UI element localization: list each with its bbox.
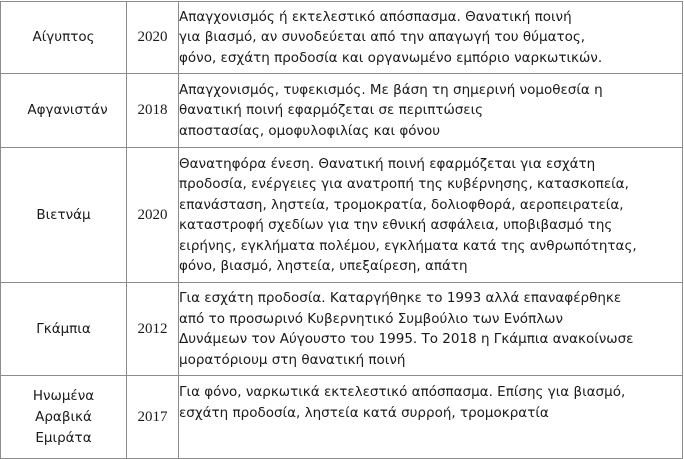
description-line: μορατόριουμ στη θανατική ποινή xyxy=(179,351,406,368)
description-line: καταστροφή σχεδίων για την εθνική ασφάλεια, υποβιβασμό της xyxy=(179,217,613,233)
country-cell xyxy=(1,283,127,376)
country-name: Αίγυπτος xyxy=(32,29,95,45)
description-line: προδοσία, ενέργειες για ανατροπή της κυβέρνησης, κατασκοπεία, xyxy=(179,176,629,192)
country-name: Αφγανιστάν xyxy=(27,102,108,118)
description-line: φόνο, βιασμό, ληστεία, υπεξαίρεση, απάτη xyxy=(179,258,468,274)
country-name-line: Ηνωμένα xyxy=(32,387,95,404)
year-value: 2017 xyxy=(137,408,168,425)
description-line: αποστασίας, ομοφυλοφιλίας και φόνου xyxy=(179,122,441,139)
year-cell xyxy=(127,74,179,148)
description-line: από το προσωρινό Κυβερνητικό Συμβούλιο των Ενόπλων xyxy=(179,310,564,327)
year-value: 2018 xyxy=(137,102,168,118)
description-line: ειρήνης, εγκλήματα πολέμου, εγκλήματα κατά της ανθρωπότητας, xyxy=(179,237,637,254)
country-cell xyxy=(1,376,127,459)
description-cell xyxy=(179,376,683,459)
description-line: θανατική ποινή εφαρμόζεται σε περιπτώσεις xyxy=(179,102,484,119)
description-cell xyxy=(179,74,683,148)
country-cell xyxy=(1,2,127,74)
description-line: Θανατηφόρα ένεση. Θανατική ποινή εφαρμόζεται για εσχάτη xyxy=(179,155,596,172)
table-row xyxy=(1,2,683,74)
table-row xyxy=(1,376,683,459)
description-line: Για εσχάτη προδοσία. Καταργήθηκε το 1993 αλλά επαναφέρθηκε xyxy=(179,290,622,306)
year-cell xyxy=(127,148,179,283)
year-value: 2020 xyxy=(137,206,168,223)
country-cell xyxy=(1,148,127,283)
description-line: Απαγχονισμός ή εκτελεστικό απόσπασμα. Θανατική ποινή xyxy=(179,8,572,25)
country-cell xyxy=(1,74,127,148)
table-row xyxy=(1,148,683,283)
country-name-line: Εμιράτα xyxy=(35,429,92,446)
description-line: επανάσταση, ληστεία, τρομοκρατία, δολιοφθορά, αεροπειρατεία, xyxy=(179,196,624,213)
description-line: εσχάτη προδοσία, ληστεία κατά συρροή, τρομοκρατία xyxy=(179,404,549,421)
year-value: 2020 xyxy=(137,29,168,45)
year-value: 2012 xyxy=(137,320,168,337)
description-line: φόνο, εσχάτη προδοσία και οργανωμένο εμπόριο ναρκωτικών. xyxy=(179,49,603,66)
description-line: Απαγχονισμός, τυφεκισμός. Με βάση τη σημερινή νομοθεσία η xyxy=(179,81,603,98)
description-line: Για φόνο, ναρκωτικά εκτελεστικό απόσπασμα. Επίσης για βιασμό, xyxy=(179,384,626,400)
description-cell xyxy=(179,2,683,74)
country-name: Βιετνάμ xyxy=(36,206,91,223)
country-name: Γκάμπια xyxy=(36,320,91,337)
description-line: για βιασμό, αν συνοδεύεται από την απαγωγή του θύματος, xyxy=(179,29,586,46)
description-cell xyxy=(179,283,683,376)
year-cell xyxy=(127,2,179,74)
table-row xyxy=(1,74,683,148)
country-name-line: Αραβικά xyxy=(35,408,92,425)
year-cell xyxy=(127,283,179,376)
description-cell xyxy=(179,148,683,283)
year-cell xyxy=(127,376,179,459)
table-row xyxy=(1,283,683,376)
death-penalty-table xyxy=(0,1,683,459)
description-line: Δυνάμεων τον Αύγουστο του 1995. Το 2018 η Γκάμπια ανακοίνωσε xyxy=(179,331,634,347)
